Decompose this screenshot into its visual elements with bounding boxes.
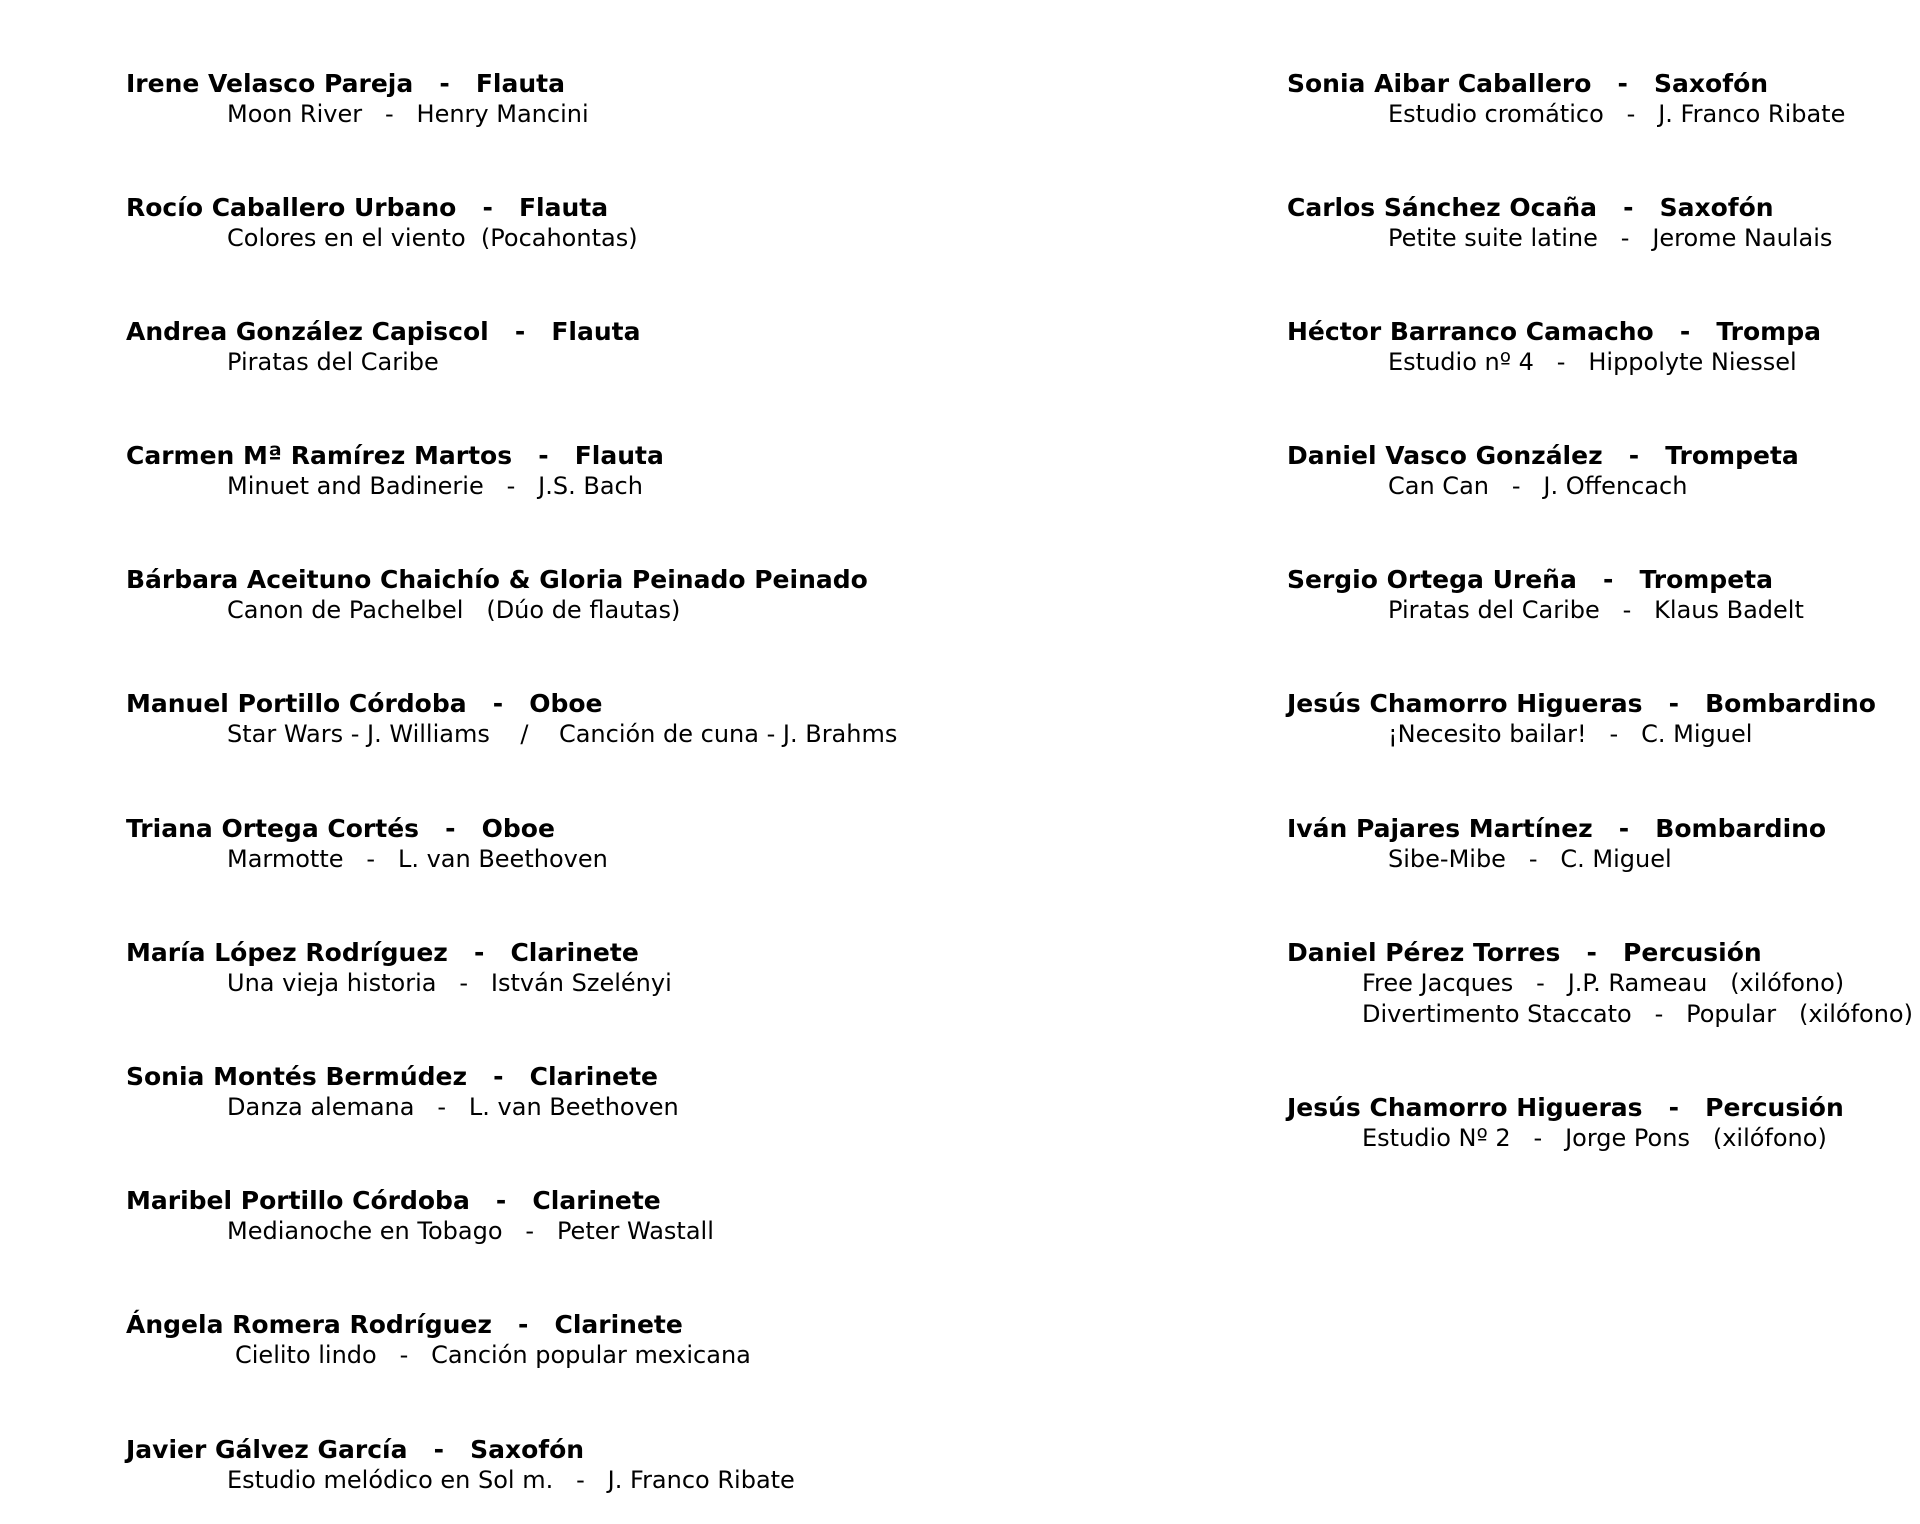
performer-name: Daniel Pérez Torres - Percusión: [1287, 938, 1762, 967]
piece-title: Estudio nº 4 - Hippolyte Niessel: [1388, 348, 1797, 376]
performer-name: María López Rodríguez - Clarinete: [126, 938, 639, 967]
performer-name: Irene Velasco Pareja - Flauta: [126, 69, 565, 98]
piece-title: Estudio melódico en Sol m. - J. Franco Ribate: [227, 1466, 795, 1494]
piece-title: Cielito lindo - Canción popular mexicana: [235, 1341, 751, 1369]
performer-name: Rocío Caballero Urbano - Flauta: [126, 193, 609, 222]
piece-title: Star Wars - J. Williams / Canción de cuna - J. Brahms: [227, 720, 898, 748]
piece-title: Piratas del Caribe: [227, 348, 439, 376]
piece-title: Free Jacques - J.P. Rameau (xilófono): [1362, 969, 1845, 997]
performer-name: Ángela Romera Rodríguez - Clarinete: [126, 1310, 683, 1339]
performer-name: Héctor Barranco Camacho - Trompa: [1287, 317, 1821, 346]
piece-title: Estudio Nº 2 - Jorge Pons (xilófono): [1362, 1124, 1827, 1152]
piece-title: Canon de Pachelbel (Dúo de flautas): [227, 596, 681, 624]
performer-name: Iván Pajares Martínez - Bombardino: [1287, 814, 1827, 843]
piece-title: Marmotte - L. van Beethoven: [227, 845, 608, 873]
performer-name: Sonia Aibar Caballero - Saxofón: [1287, 69, 1769, 98]
performer-name: Carmen Mª Ramírez Martos - Flauta: [126, 441, 664, 470]
piece-title: Sibe-Mibe - C. Miguel: [1388, 845, 1672, 873]
piece-title: Divertimento Staccato - Popular (xilófono): [1362, 1000, 1913, 1028]
performer-name: Carlos Sánchez Ocaña - Saxofón: [1287, 193, 1774, 222]
performer-name: Bárbara Aceituno Chaichío & Gloria Peinado Peinado: [126, 565, 868, 594]
performer-name: Manuel Portillo Córdoba - Oboe: [126, 689, 603, 718]
performer-name: Javier Gálvez García - Saxofón: [126, 1435, 585, 1464]
performer-name: Jesús Chamorro Higueras - Bombardino: [1287, 689, 1876, 718]
piece-title: Una vieja historia - István Szelényi: [227, 969, 672, 997]
piece-title: Can Can - J. Offencach: [1388, 472, 1688, 500]
performer-name: Maribel Portillo Córdoba - Clarinete: [126, 1186, 661, 1215]
performer-name: Sonia Montés Bermúdez - Clarinete: [126, 1062, 658, 1091]
piece-title: Medianoche en Tobago - Peter Wastall: [227, 1217, 714, 1245]
performer-name: Jesús Chamorro Higueras - Percusión: [1287, 1093, 1844, 1122]
piece-title: Petite suite latine - Jerome Naulais: [1388, 224, 1833, 252]
piece-title: ¡Necesito bailar! - C. Miguel: [1388, 720, 1753, 748]
piece-title: Estudio cromático - J. Franco Ribate: [1388, 100, 1846, 128]
performer-name: Triana Ortega Cortés - Oboe: [126, 814, 555, 843]
piece-title: Danza alemana - L. van Beethoven: [227, 1093, 679, 1121]
piece-title: Piratas del Caribe - Klaus Badelt: [1388, 596, 1804, 624]
piece-title: Minuet and Badinerie - J.S. Bach: [227, 472, 643, 500]
piece-title: Colores en el viento (Pocahontas): [227, 224, 638, 252]
performer-name: Sergio Ortega Ureña - Trompeta: [1287, 565, 1773, 594]
piece-title: Moon River - Henry Mancini: [227, 100, 589, 128]
performer-name: Andrea González Capiscol - Flauta: [126, 317, 641, 346]
performer-name: Daniel Vasco González - Trompeta: [1287, 441, 1799, 470]
